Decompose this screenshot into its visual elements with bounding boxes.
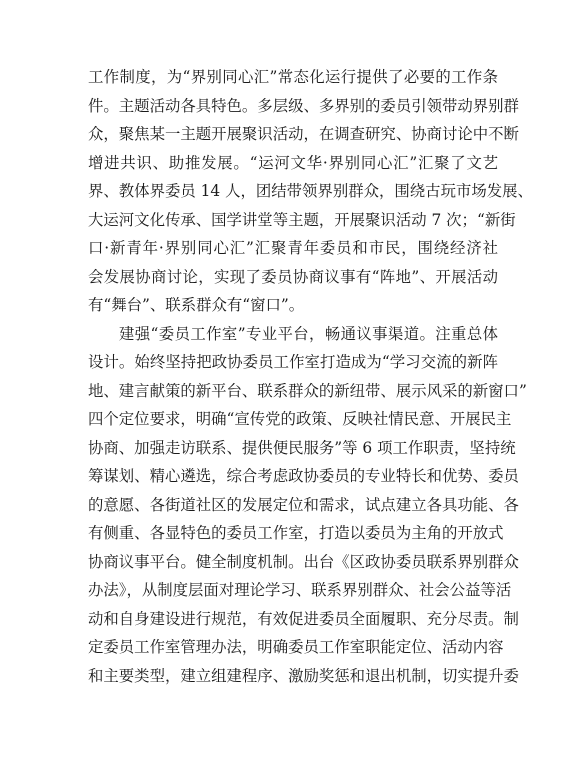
text-line: 办法》，从制度层面对理论学习、联系界别群众、社会公益等活: [88, 581, 512, 599]
text-line: 件。主题活动各具特色。多层级、多界别的委员引领带动界别群: [88, 96, 519, 115]
text-line: 口·新青年·界别同心汇”汇聚青年委员和市民，围绕经济社: [88, 239, 498, 257]
text-line: 的意愿、各街道社区的发展定位和需求，试点建立各具功能、各: [88, 495, 519, 514]
paragraph-start-line: 建强“委员工作室”专业平台，畅通议事渠道。注重总体: [119, 324, 498, 343]
text-line: 协商、加强走访联系、提供便民服务”等 6 项工作职责，坚持统: [88, 438, 516, 457]
text-line: 动和自身建设进行规范，有效促进委员全面履职、充分尽责。制: [88, 609, 519, 628]
text-line: 众，聚焦某一主题开展聚识活动，在调查研究、协商讨论中不断: [88, 125, 519, 143]
text-line: 四个定位要求，明确“宣传党的政策、反映社情民意、开展民主: [88, 410, 512, 428]
text-line: 地、建言献策的新平台、联系群众的新纽带、展示风采的新窗口”: [88, 381, 527, 400]
text-line: 大运河文化传承、国学讲堂等主题，开展聚识活动 7 次；“新街: [88, 210, 516, 229]
body-text: [88, 63, 533, 690]
text-line: 工作制度，为“界别同心汇”常态化运行提供了必要的工作条: [88, 68, 498, 86]
paragraph-end-line: 有“舞台”、联系群众有“窗口”。: [88, 296, 305, 314]
text-line: 界、教体界委员 14 人，团结带领界别群众，围绕古玩市场发展、: [88, 182, 533, 200]
text-line: 有侧重、各显特色的委员工作室，打造以委员为主角的开放式: [88, 524, 504, 542]
text-line: 协商议事平台。健全制度机制。出台《区政协委员联系界别群众: [88, 552, 519, 571]
text-line: 会发展协商讨论，实现了委员协商议事有“阵地”、开展活动: [88, 267, 498, 286]
text-line: 和主要类型，建立组建程序、激励奖惩和退出机制，切实提升委: [88, 666, 519, 685]
text-line: 增进共识、助推发展。“运河文华·界别同心汇”汇聚了文艺: [88, 153, 498, 172]
text-line: 定委员工作室管理办法，明确委员工作室职能定位、活动内容: [88, 638, 504, 656]
text-line: 筹谋划、精心遴选，综合考虑政协委员的专业特长和优势、委员: [88, 467, 519, 485]
text-line: 设计。始终坚持把政协委员工作室打造成为“学习交流的新阵: [88, 353, 498, 371]
